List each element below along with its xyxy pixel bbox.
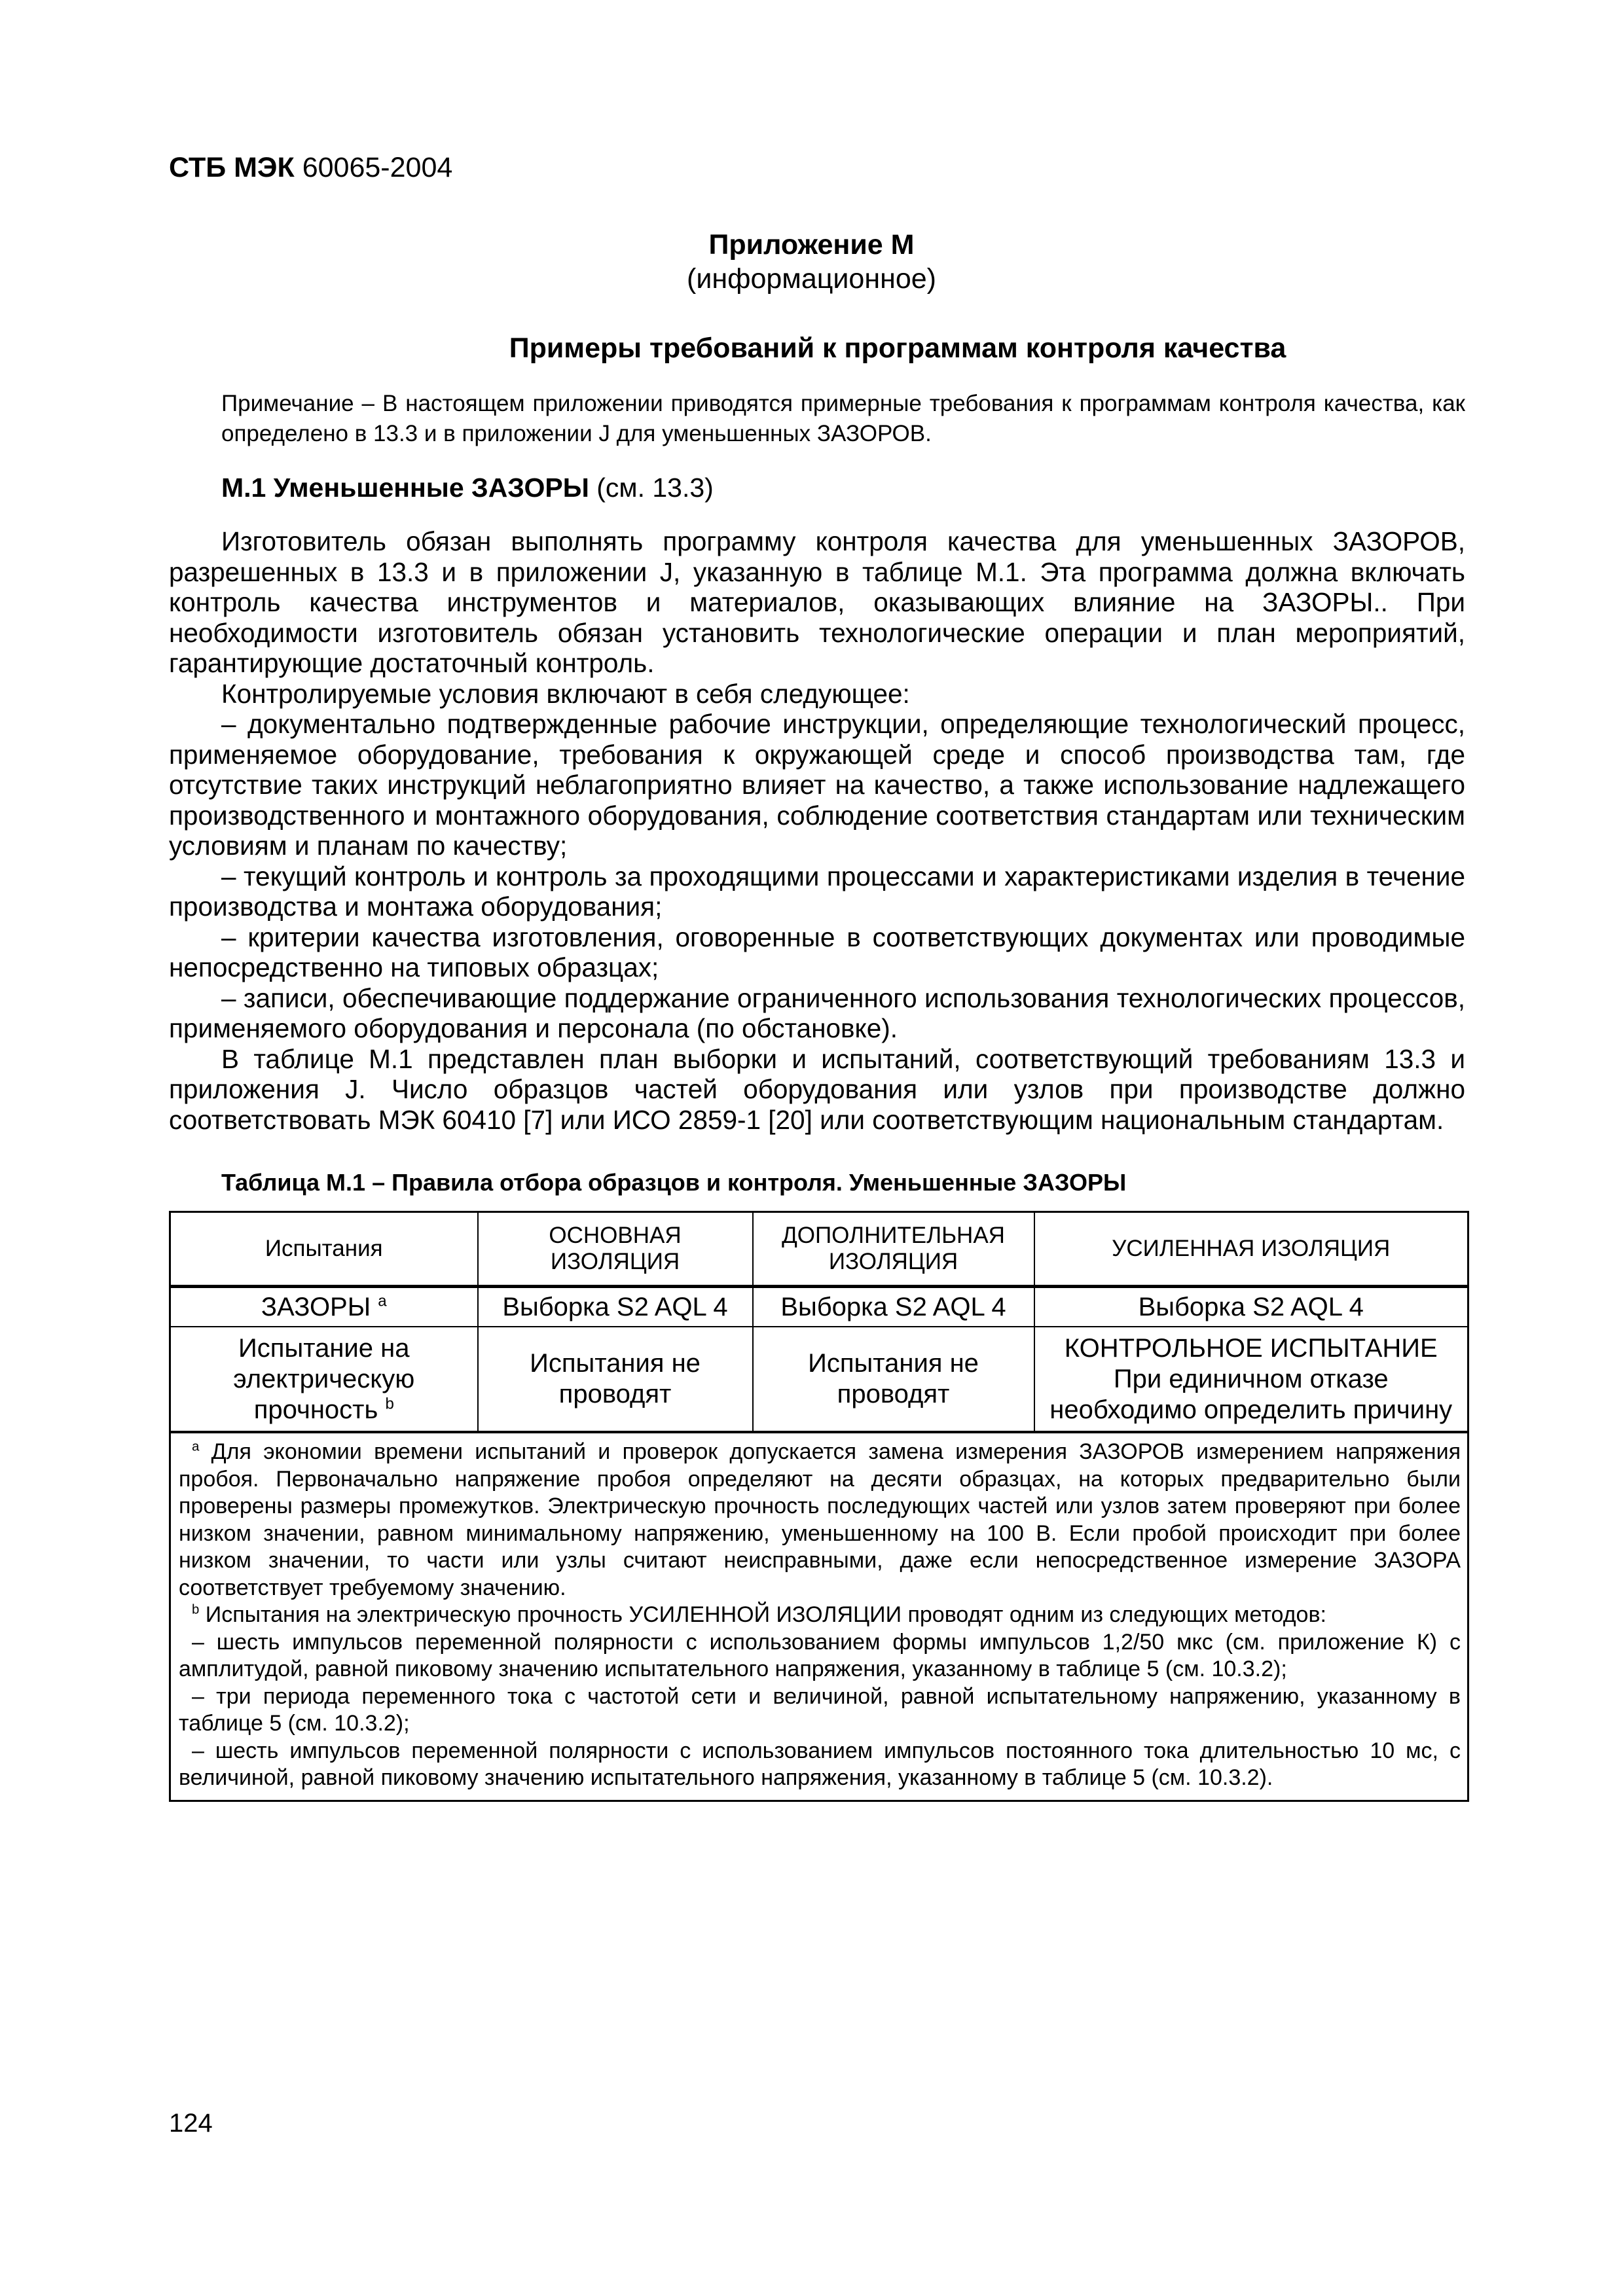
table-header-cell: ДОПОЛНИТЕЛЬНАЯ ИЗОЛЯЦИЯ (753, 1212, 1034, 1287)
body-text (169, 526, 1465, 1135)
paragraph: В таблице М.1 представлен план выборки и испытаний, соответствующий требованиям 13.3 и приложения J. Число образцов частей оборудования или узлов при производстве должно соответствовать МЭК 60410 [7] или ИСО 2859-1 [20] или соответствующим национальным стандартам. (169, 1043, 1465, 1135)
table-footnotes (170, 1432, 1468, 1801)
note: Примечание – В настоящем приложении приводятся примерные требования к программам контроля качества, как определено в 13.3 и в приложении J для уменьшенных ЗАЗОРОВ. (221, 391, 1465, 446)
footnote-a (179, 1439, 1461, 1602)
appendix-title: Приложение М (708, 229, 915, 260)
list-item: – текущий контроль и контроль за проходящими процессами и характеристиками изделия в течение производства и монтажа оборудования; (169, 861, 1465, 922)
standard-code: СТБ МЭК (169, 152, 295, 183)
footnote-mark: b (385, 1395, 394, 1413)
section-title-bold: М.1 Уменьшенные ЗАЗОРЫ (221, 473, 589, 503)
table-cell: Выборка S2 AQL 4 (478, 1287, 753, 1327)
table-cell (1034, 1327, 1468, 1432)
standard-number: 60065-2004 (302, 152, 453, 183)
list-item: – документально подтвержденные рабочие инструкции, определяющие технологический процесс, применяемое оборудование, требования к окружающей среде и способ производства там, где отсутствие таких инструкций неблагоприятно влияет на качество, а также использование надлежащего производственного и монтажного оборудования, соблюдение соответствия стандартам или техническим условиям и планам по качеству; (169, 709, 1465, 861)
table-cell: Выборка S2 AQL 4 (753, 1287, 1034, 1327)
table-row (170, 1327, 1468, 1432)
page-number: 124 (169, 2109, 213, 2138)
row-label: Испытание на электрическую прочность (233, 1333, 415, 1424)
table-cell (170, 1287, 478, 1327)
table-row (170, 1287, 1468, 1327)
section-title (221, 473, 714, 503)
table-header-row (170, 1212, 1468, 1287)
footnote-mark: а (378, 1292, 387, 1310)
table-caption: Таблица М.1 – Правила отбора образцов и контроля. Уменьшенные ЗАЗОРЫ (221, 1169, 1127, 1196)
footnote-item: – шесть импульсов переменной полярности с использованием импульсов постоянного тока длительностью 10 мс, с величиной, равной пиковому значению испытательного напряжения, указанному в таблице 5 (см. 10.3.2). (179, 1738, 1461, 1790)
table-footnotes-row (170, 1432, 1468, 1801)
section-title-ref: (см. 13.3) (596, 473, 714, 503)
table-cell: Выборка S2 AQL 4 (1034, 1287, 1468, 1327)
footnote-b (179, 1602, 1461, 1629)
table-header-cell: ОСНОВНАЯ ИЗОЛЯЦИЯ (478, 1212, 753, 1287)
table-cell (170, 1327, 478, 1432)
footnote-item: – три периода переменного тока с частотой сети и величиной, равной испытательному напряжению, указанному в таблице 5 (см. 10.3.2); (179, 1683, 1461, 1736)
appendix-subtitle: (информационное) (687, 263, 936, 295)
footnote-text: Для экономии времени испытаний и проверок допускается замена измерения ЗАЗОРОВ измерением напряжения пробоя. Первоначально напряжение пробоя определяют на десяти образцах, на которых предварительно были проверены размеры промежутков. Электрическую прочность последующих частей или узлов затем проверяют при более низком значении, равном минимальному напряжению, уменьшенному на 100 В. Если пробой происходит при более низком значении, то части или узлы считают неисправными, даже если непосредственное измерение ЗАЗОРА соответствует требуемому значению. (179, 1439, 1461, 1600)
paragraph: Изготовитель обязан выполнять программу контроля качества для уменьшенных ЗАЗОРОВ, разрешенных в 13.3 и в приложении J, указанную в таблице М.1. Эта программа должна включать контроль качества инструментов и материалов, оказывающих влияние на ЗАЗОРЫ.. При необходимости изготовитель обязан установить технологические операции и план мероприятий, гарантирующие достаточный контроль. (169, 526, 1465, 678)
footnote-text: Испытания на электрическую прочность УСИЛЕННОЙ ИЗОЛЯЦИИ проводят одним из следующих методов: (205, 1602, 1326, 1627)
row-label: ЗАЗОРЫ (261, 1292, 371, 1321)
table-cell: Испытания не проводят (478, 1327, 753, 1432)
standard-header (169, 152, 452, 184)
control-test-label: КОНТРОЛЬНОЕ ИСПЫТАНИЕ (1064, 1333, 1438, 1363)
main-title: Примеры требований к программам контроля качества (509, 332, 1286, 364)
table-cell: Испытания не проводят (753, 1327, 1034, 1432)
paragraph: Контролируемые условия включают в себя следующее: (221, 678, 910, 709)
footnote-mark: а (192, 1439, 200, 1454)
footnote-mark: b (192, 1602, 200, 1617)
table-header-cell: Испытания (170, 1212, 478, 1287)
table-header-cell: УСИЛЕННАЯ ИЗОЛЯЦИЯ (1034, 1212, 1468, 1287)
list-item: – критерии качества изготовления, оговоренные в соответствующих документах или проводимые непосредственно на типовых образцах; (169, 922, 1465, 982)
control-test-note: При единичном отказе необходимо определить причину (1049, 1364, 1453, 1424)
footnote-item: – шесть импульсов переменной полярности с использованием формы импульсов 1,2/50 мкс (см. приложение К) с амплитудой, равной пиковому значению испытательного напряжения, указанному в таблице 5 (см. 10.3.2); (179, 1629, 1461, 1681)
sampling-table (169, 1211, 1469, 1802)
list-item: – записи, обеспечивающие поддержание ограниченного использования технологических процессов, применяемого оборудования и персонала (по обстановке). (169, 982, 1465, 1043)
